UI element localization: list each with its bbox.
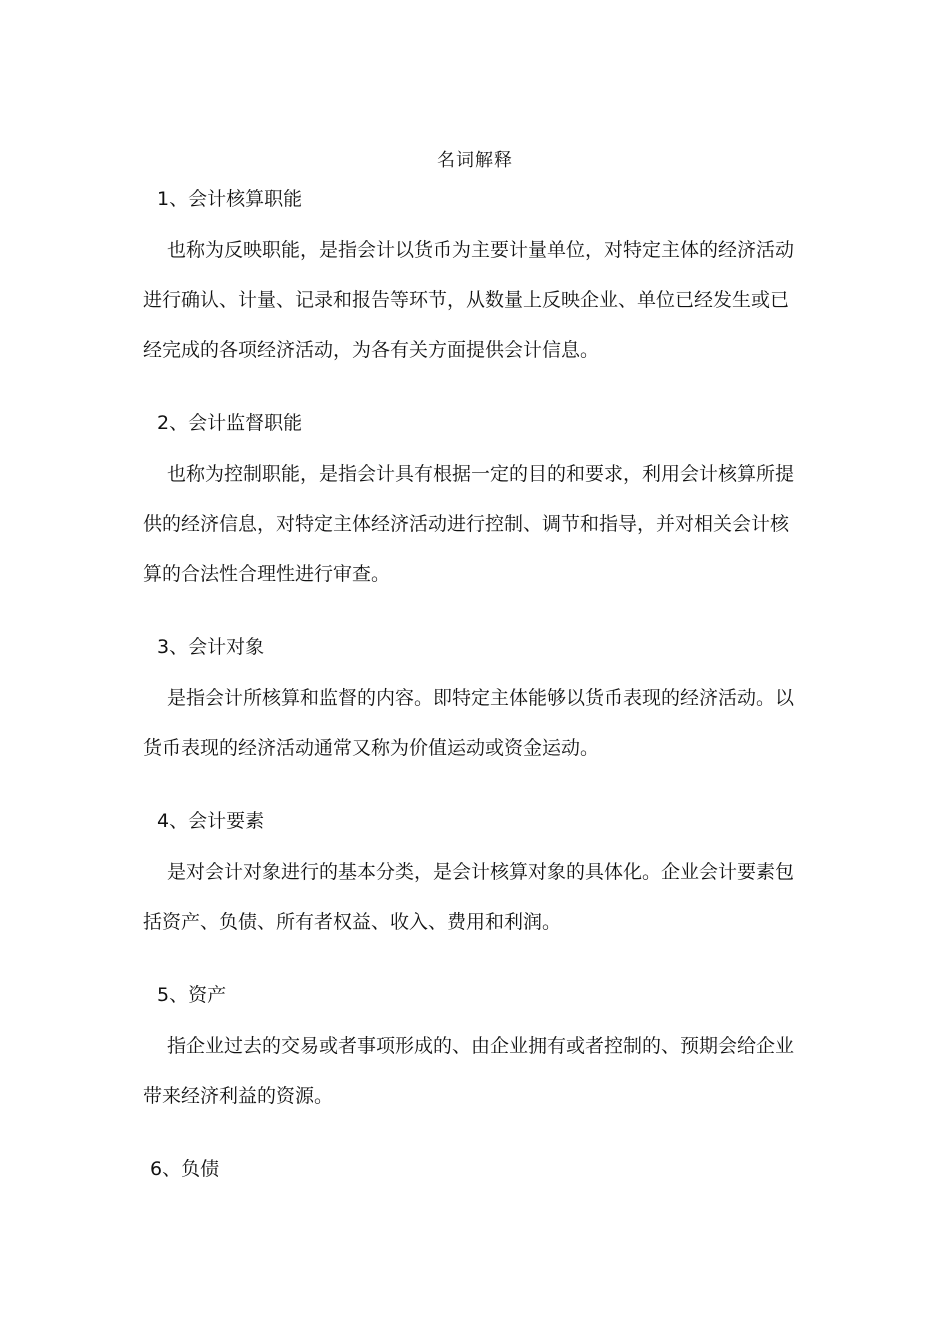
section-3-heading: 3、会计对象 (157, 636, 265, 658)
document-title: 名词解释 (437, 150, 513, 171)
section-6-heading: 6、负债 (150, 1158, 220, 1180)
section-4-heading: 4、会计要素 (157, 810, 265, 832)
section-3-body: 是指会计所核算和监督的内容。即特定主体能够以货币表现的经济活动。以货币表现的经济活动通常又称为价值运动或资金运动。 (143, 687, 795, 759)
section-2-body: 也称为控制职能，是指会计具有根据一定的目的和要求，利用会计核算所提供的经济信息，对特定主体经济活动进行控制、调节和指导，并对相关会计核算的合法性合理性进行审查。 (143, 463, 795, 585)
section-5-heading: 5、资产 (157, 984, 227, 1006)
section-1-body: 也称为反映职能，是指会计以货币为主要计量单位，对特定主体的经济活动进行确认、计量、记录和报告等环节，从数量上反映企业、单位已经发生或已经完成的各项经济活动，为各有关方面提供会计信息。 (143, 239, 795, 361)
section-1-heading: 1、会计核算职能 (157, 188, 303, 210)
section-4-body: 是对会计对象进行的基本分类，是会计核算对象的具体化。企业会计要素包括资产、负债、所有者权益、收入、费用和利润。 (143, 861, 795, 933)
section-5-body: 指企业过去的交易或者事项形成的、由企业拥有或者控制的、预期会给企业带来经济利益的资源。 (143, 1035, 795, 1107)
section-2-heading: 2、会计监督职能 (157, 412, 303, 434)
